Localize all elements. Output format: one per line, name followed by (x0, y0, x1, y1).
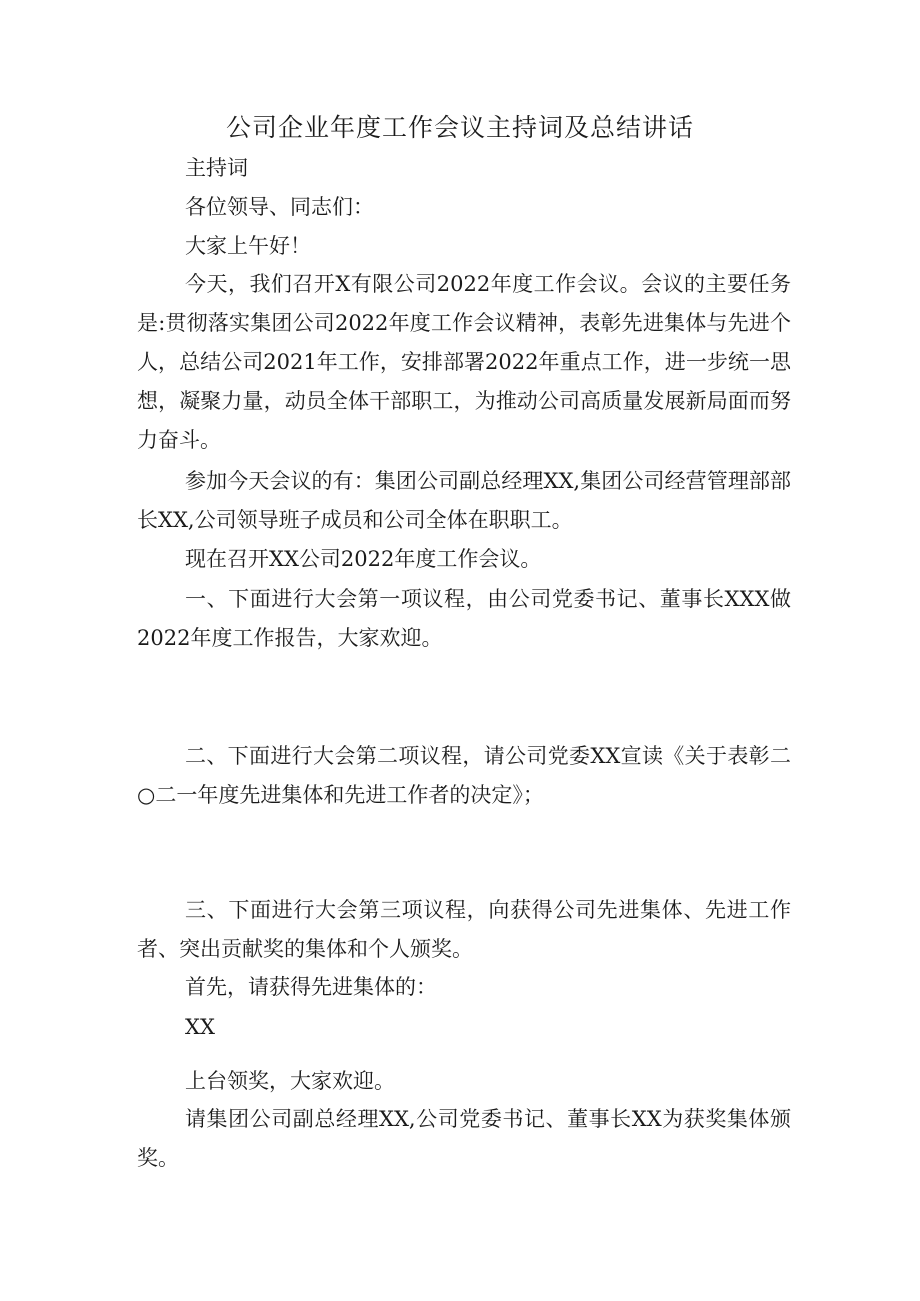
paragraph-meeting-start: 现在召开XX公司2022年度工作会议。 (185, 547, 542, 571)
paragraph-placeholder-name: XX (185, 1015, 215, 1039)
paragraph-first-award: 首先，请获得先进集体的： (185, 975, 437, 999)
paragraph-agenda-2: 二、下面进行大会第二项议程，请公司党委XX宣读《关于表彰二○二一年度先进集体和先进工作者的决定》； (137, 744, 791, 807)
paragraph-attendees: 参加今天会议的有：集团公司副总经理XX,集团公司经营管理部部长XX,公司领导班子成员和公司全体在职职工。 (137, 469, 791, 532)
paragraph-agenda-3: 三、下面进行大会第三项议程，向获得公司先进集体、先进工作者、突出贡献奖的集体和个人颁奖。 (137, 898, 791, 961)
salutation: 大家上午好！ (185, 234, 311, 258)
section-label: 主持词 (185, 156, 248, 180)
paragraph-agenda-1: 一、下面进行大会第一项议程，由公司党委书记、董事长XXX做2022年度工作报告，大家欢迎。 (137, 587, 791, 650)
document-title: 公司企业年度工作会议主持词及总结讲话 (225, 113, 694, 142)
paragraph-come-on-stage: 上台领奖，大家欢迎。 (185, 1069, 395, 1093)
greeting: 各位领导、同志们： (185, 195, 374, 219)
paragraph-opening: 今天，我们召开X有限公司2022年度工作会议。会议的主要任务是:贯彻落实集团公司2022年度工作会议精神，表彰先进集体与先进个人，总结公司2021年工作，安排部署2022年重点工作，进一步统一思想，凝聚力量，动员全体干部职工，为推动公司高质量发展新局面而努力奋斗。 (137, 272, 791, 452)
paragraph-present-award: 请集团公司副总经理XX,公司党委书记、董事长XX为获奖集体颁奖。 (137, 1107, 791, 1170)
